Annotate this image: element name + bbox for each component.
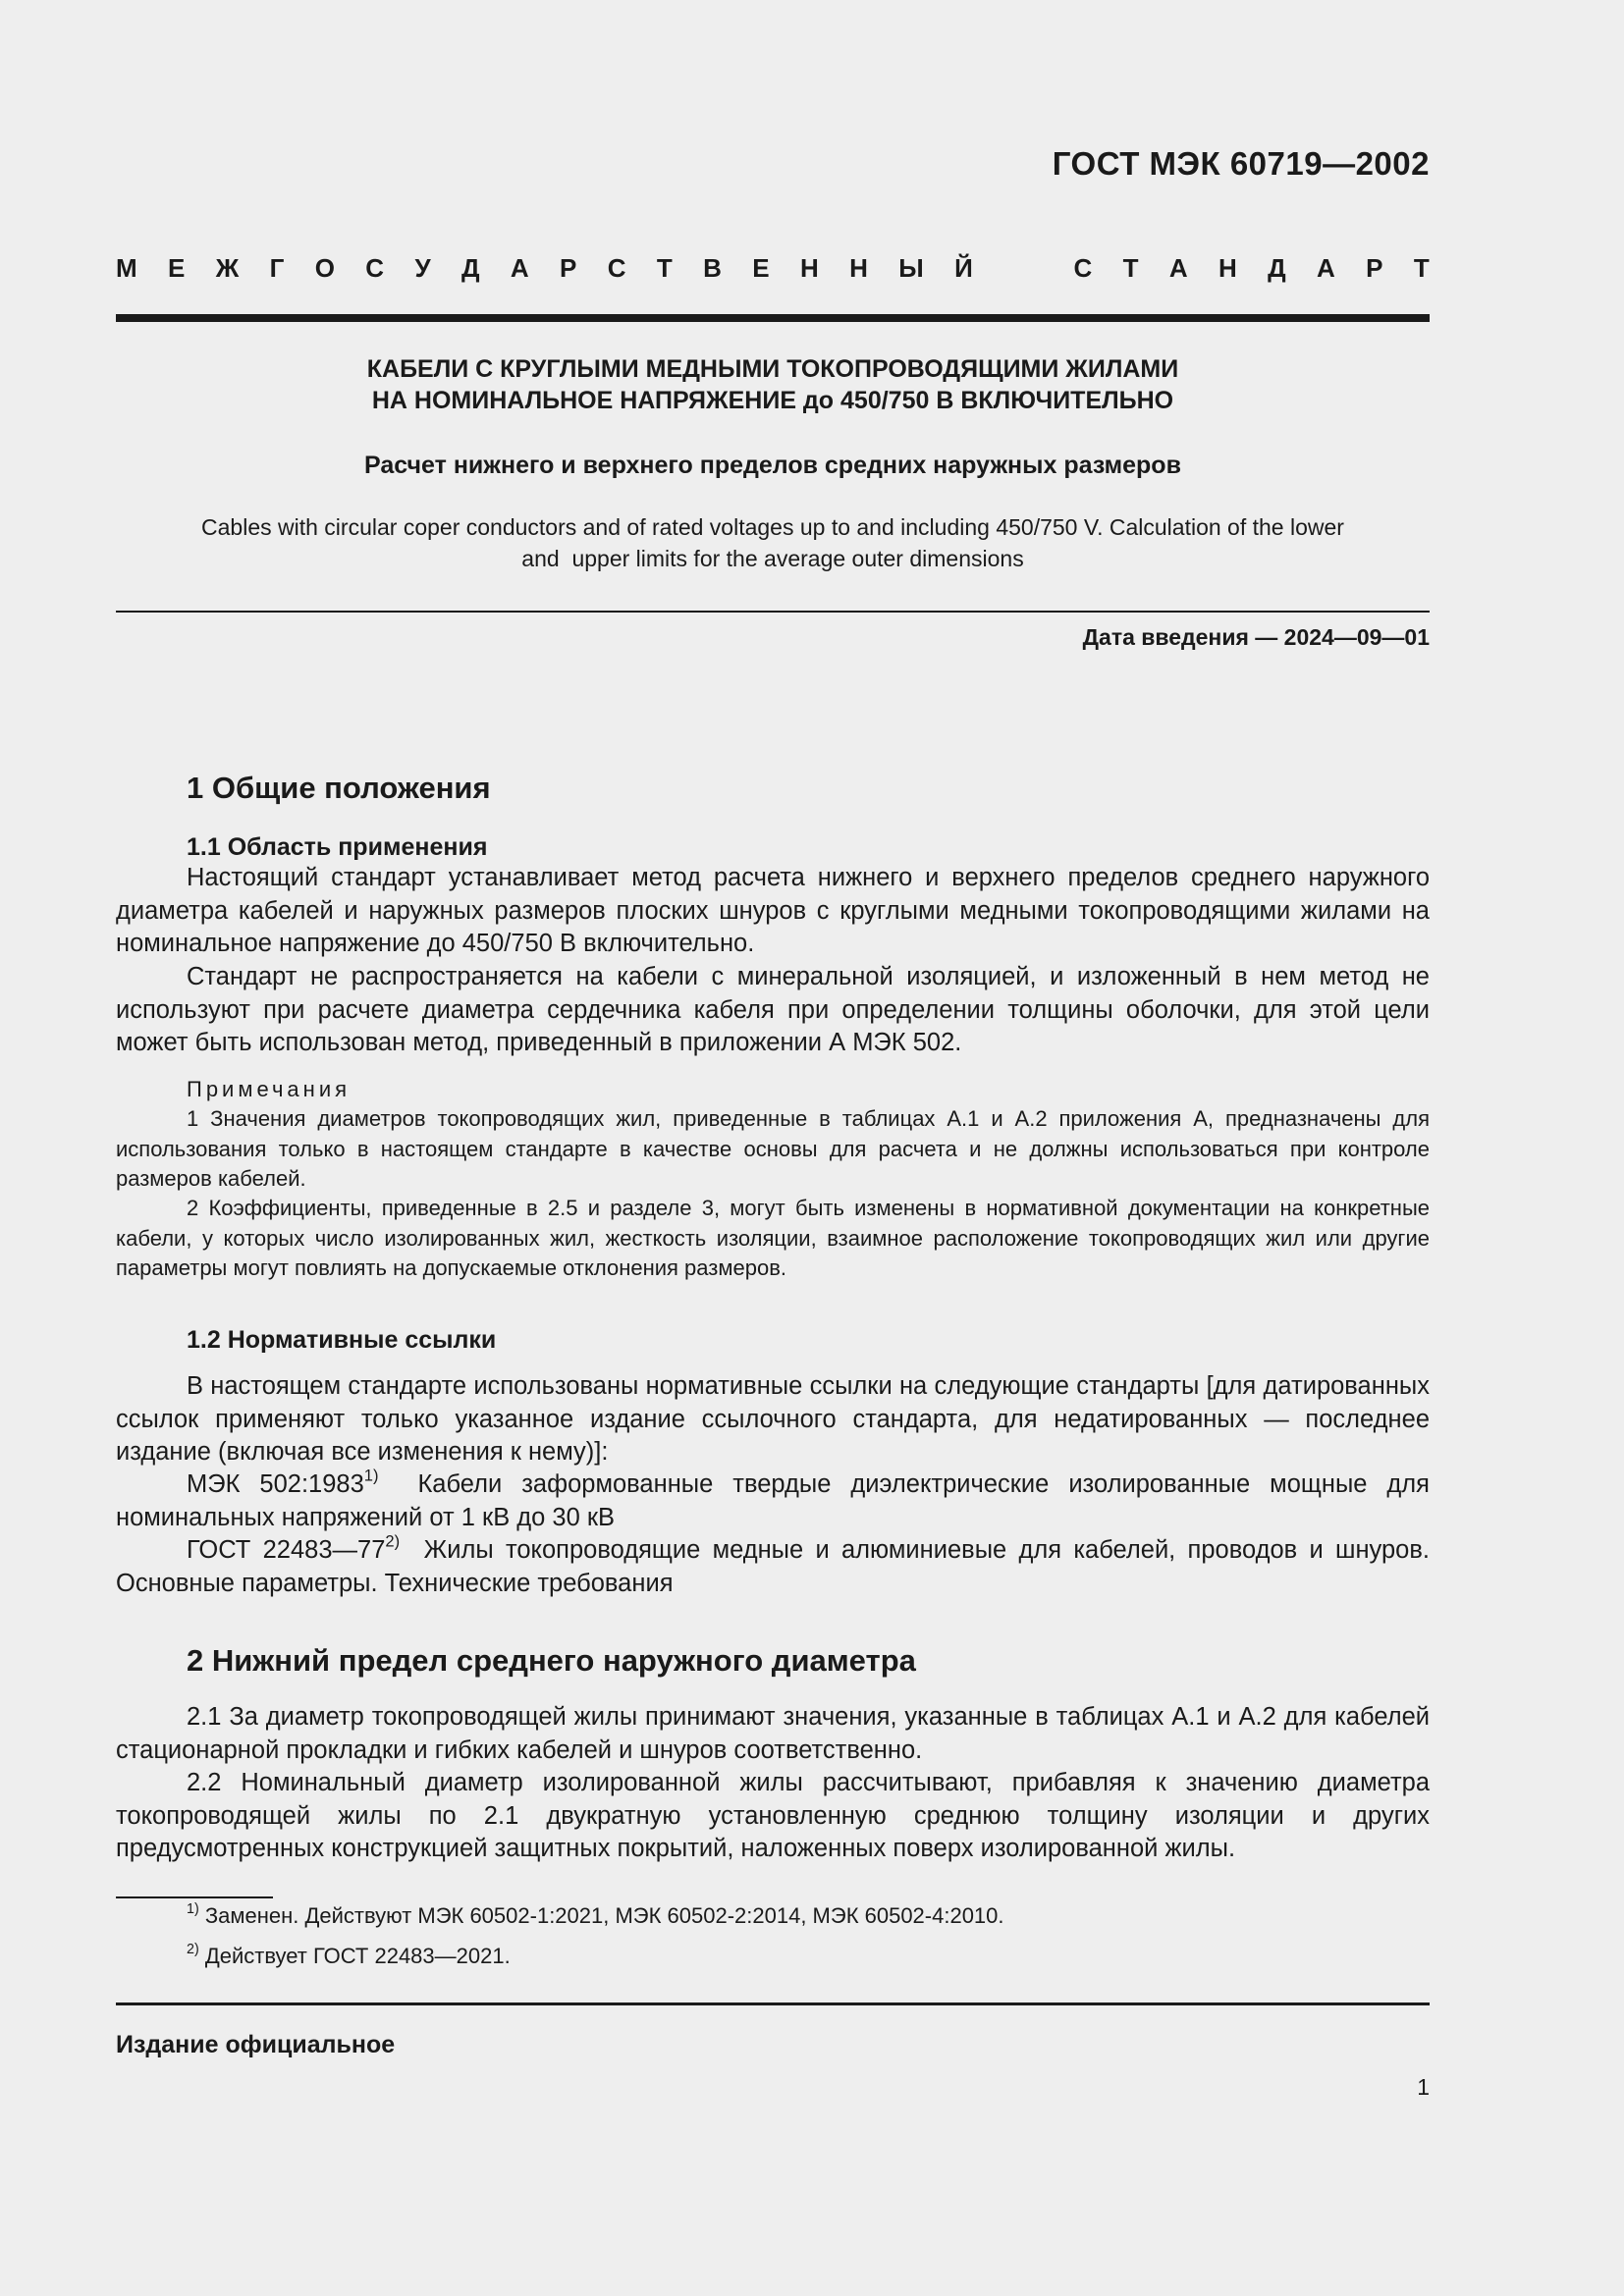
note-1: 1 Значения диаметров токопроводящих жил, приведенные в таблицах А.1 и А.2 приложения А, предназначены для использования только в настоящем стандарте в качестве основы для расчета и не должны использоваться при контроле размеров кабелей. bbox=[116, 1106, 1430, 1191]
english-title-line-1: Cables with circular coper conductors and of rated voltages up to and including 450/750 V. Calculation of the lower bbox=[201, 514, 1344, 540]
paragraph-1-2-a: В настоящем стандарте использованы нормативные ссылки на следующие стандарты [для датированных ссылок применяют только указанное издание ссылочного стандарта, для недатированных — последнее издание (включая все изменения к нему)]: bbox=[116, 1372, 1430, 1466]
english-title-line-2: and upper limits for the average outer dimensions bbox=[521, 546, 1024, 571]
paragraph-1-1-b: Стандарт не распространяется на кабели с минеральной изоляцией, и изложенный в нем метод не используют при расчете диаметра сердечника кабеля при определении толщины оболочки, для этой цели может быть использован метод, приведенный в приложении А МЭК 502. bbox=[116, 963, 1430, 1056]
standard-kind-letter: Е bbox=[752, 253, 770, 283]
standard-kind-letter: А bbox=[510, 253, 529, 283]
paragraph-2-1: 2.1 За диаметр токопроводящей жилы принимают значения, указанные в таблицах А.1 и А.2 для кабелей стационарной прокладки и гибких кабелей и шнуров соответственно. bbox=[116, 1703, 1430, 1764]
standard-kind-letter: В bbox=[703, 253, 722, 283]
standard-code: ГОСТ МЭК 60719—2002 bbox=[1052, 145, 1430, 182]
footnote-2-text: Действует ГОСТ 22483—2021. bbox=[198, 1944, 511, 1968]
standard-kind-letter: Д bbox=[1268, 253, 1286, 283]
standard-kind-letter: Г bbox=[269, 253, 285, 283]
reference-1-text: Кабели заформованные твердые диэлектрические изолированные мощные для номинальных напряжений от 1 кВ до 30 кВ bbox=[116, 1470, 1437, 1531]
section-1-1-heading: 1.1 Область применения bbox=[187, 833, 488, 861]
reference-2-text: Жилы токопроводящие медные и алюминиевые для кабелей, проводов и шнуров. Основные параметры. Технические требования bbox=[116, 1536, 1437, 1597]
standard-kind-word-gap bbox=[1003, 253, 1043, 284]
footer-rule bbox=[116, 2002, 1430, 2005]
standard-kind-letter: А bbox=[1168, 253, 1188, 283]
standard-kind-letter: Н bbox=[1218, 253, 1237, 283]
section-1-heading: 1 Общие положения bbox=[187, 771, 491, 805]
footnote-1-text: Заменен. Действуют МЭК 60502-1:2021, МЭК 60502-2:2014, МЭК 60502-4:2010. bbox=[198, 1903, 1004, 1928]
document-page bbox=[116, 0, 1437, 2296]
footnote-rule bbox=[116, 1896, 273, 1898]
footnote-1 bbox=[187, 1903, 1004, 1929]
standard-kind-letter: А bbox=[1317, 253, 1335, 283]
section-2-heading: 2 Нижний предел среднего наружного диаметра bbox=[187, 1643, 916, 1678]
footnote-mark-2: 2) bbox=[385, 1531, 401, 1551]
reference-2 bbox=[116, 1531, 1437, 1600]
section-1-2-heading: 1.2 Нормативные ссылки bbox=[187, 1326, 497, 1354]
introduction-date: Дата введения — 2024—09—01 bbox=[1082, 624, 1430, 650]
standard-kind-letter: Р bbox=[1366, 253, 1383, 283]
note-2: 2 Коэффициенты, приведенные в 2.5 и разделе 3, могут быть изменены в нормативной документации на конкретные кабели, у которых число изолированных жил, жесткость изоляции, взаимное расположение токопроводящих жил или другие параметры могут повлиять на допускаемые отклонения размеров. bbox=[116, 1196, 1430, 1280]
document-subtitle: Расчет нижнего и верхнего пределов средних наружных размеров bbox=[364, 452, 1181, 479]
standard-kind-letter: Й bbox=[954, 253, 973, 283]
document-title bbox=[116, 353, 1430, 416]
english-title bbox=[145, 511, 1400, 574]
title-rule bbox=[116, 611, 1430, 613]
standard-kind-letter: Д bbox=[460, 253, 480, 283]
standard-kind-letter: Т bbox=[1413, 253, 1430, 283]
paragraph-1-1-a: Настоящий стандарт устанавливает метод расчета нижнего и верхнего пределов среднего наружного диаметра кабелей и наружных размеров плоских шнуров с круглыми медными токопроводящими жилами на номинальное напряжение до 450/750 В включительно. bbox=[116, 864, 1430, 957]
standard-kind-letter: Н bbox=[799, 253, 819, 283]
footnote-2 bbox=[187, 1944, 511, 1969]
title-line-1: КАБЕЛИ С КРУГЛЫМИ МЕДНЫМИ ТОКОПРОВОДЯЩИМИ ЖИЛАМИ bbox=[366, 355, 1179, 383]
standard-kind bbox=[116, 253, 1430, 284]
standard-kind-letter: М bbox=[116, 253, 137, 283]
standard-kind-letter: С bbox=[607, 253, 626, 283]
footnote-mark-1: 1) bbox=[363, 1466, 379, 1485]
standard-kind-letter: Р bbox=[560, 253, 577, 283]
header-rule bbox=[116, 314, 1430, 322]
title-line-2: НА НОМИНАЛЬНОЕ НАПРЯЖЕНИЕ до 450/750 В ВКЛЮЧИТЕЛЬНО bbox=[371, 387, 1174, 414]
standard-kind-letter: Н bbox=[849, 253, 868, 283]
standard-kind-letter: Ж bbox=[215, 253, 240, 283]
reference-1 bbox=[116, 1466, 1437, 1534]
notes-heading: Примечания bbox=[187, 1077, 352, 1101]
page-number: 1 bbox=[1417, 2074, 1430, 2100]
footnote-2-mark: 2) bbox=[187, 1942, 199, 1957]
standard-kind-letter: С bbox=[1073, 253, 1093, 283]
standard-kind-letter: У bbox=[414, 253, 431, 283]
edition-label: Издание официальное bbox=[116, 2031, 396, 2058]
standard-kind-letter: О bbox=[314, 253, 335, 283]
footnote-1-mark: 1) bbox=[187, 1901, 199, 1917]
paragraph-2-2: 2.2 Номинальный диаметр изолированной жилы рассчитывают, прибавляя к значению диаметра токопроводящей жилы по 2.1 двукратную установленную среднюю толщину изоляции и других предусмотренных конструкцией защитных покрытий, наложенных поверх изолированной жилы. bbox=[116, 1769, 1430, 1862]
reference-2-code: ГОСТ 22483—77 bbox=[187, 1536, 386, 1564]
standard-kind-letter: С bbox=[365, 253, 385, 283]
standard-kind-letter: Ы bbox=[898, 253, 924, 283]
reference-1-code: МЭК 502:1983 bbox=[187, 1470, 364, 1498]
standard-kind-letter: Т bbox=[656, 253, 673, 283]
standard-kind-letter: Е bbox=[168, 253, 186, 283]
standard-kind-letter: Т bbox=[1122, 253, 1139, 283]
